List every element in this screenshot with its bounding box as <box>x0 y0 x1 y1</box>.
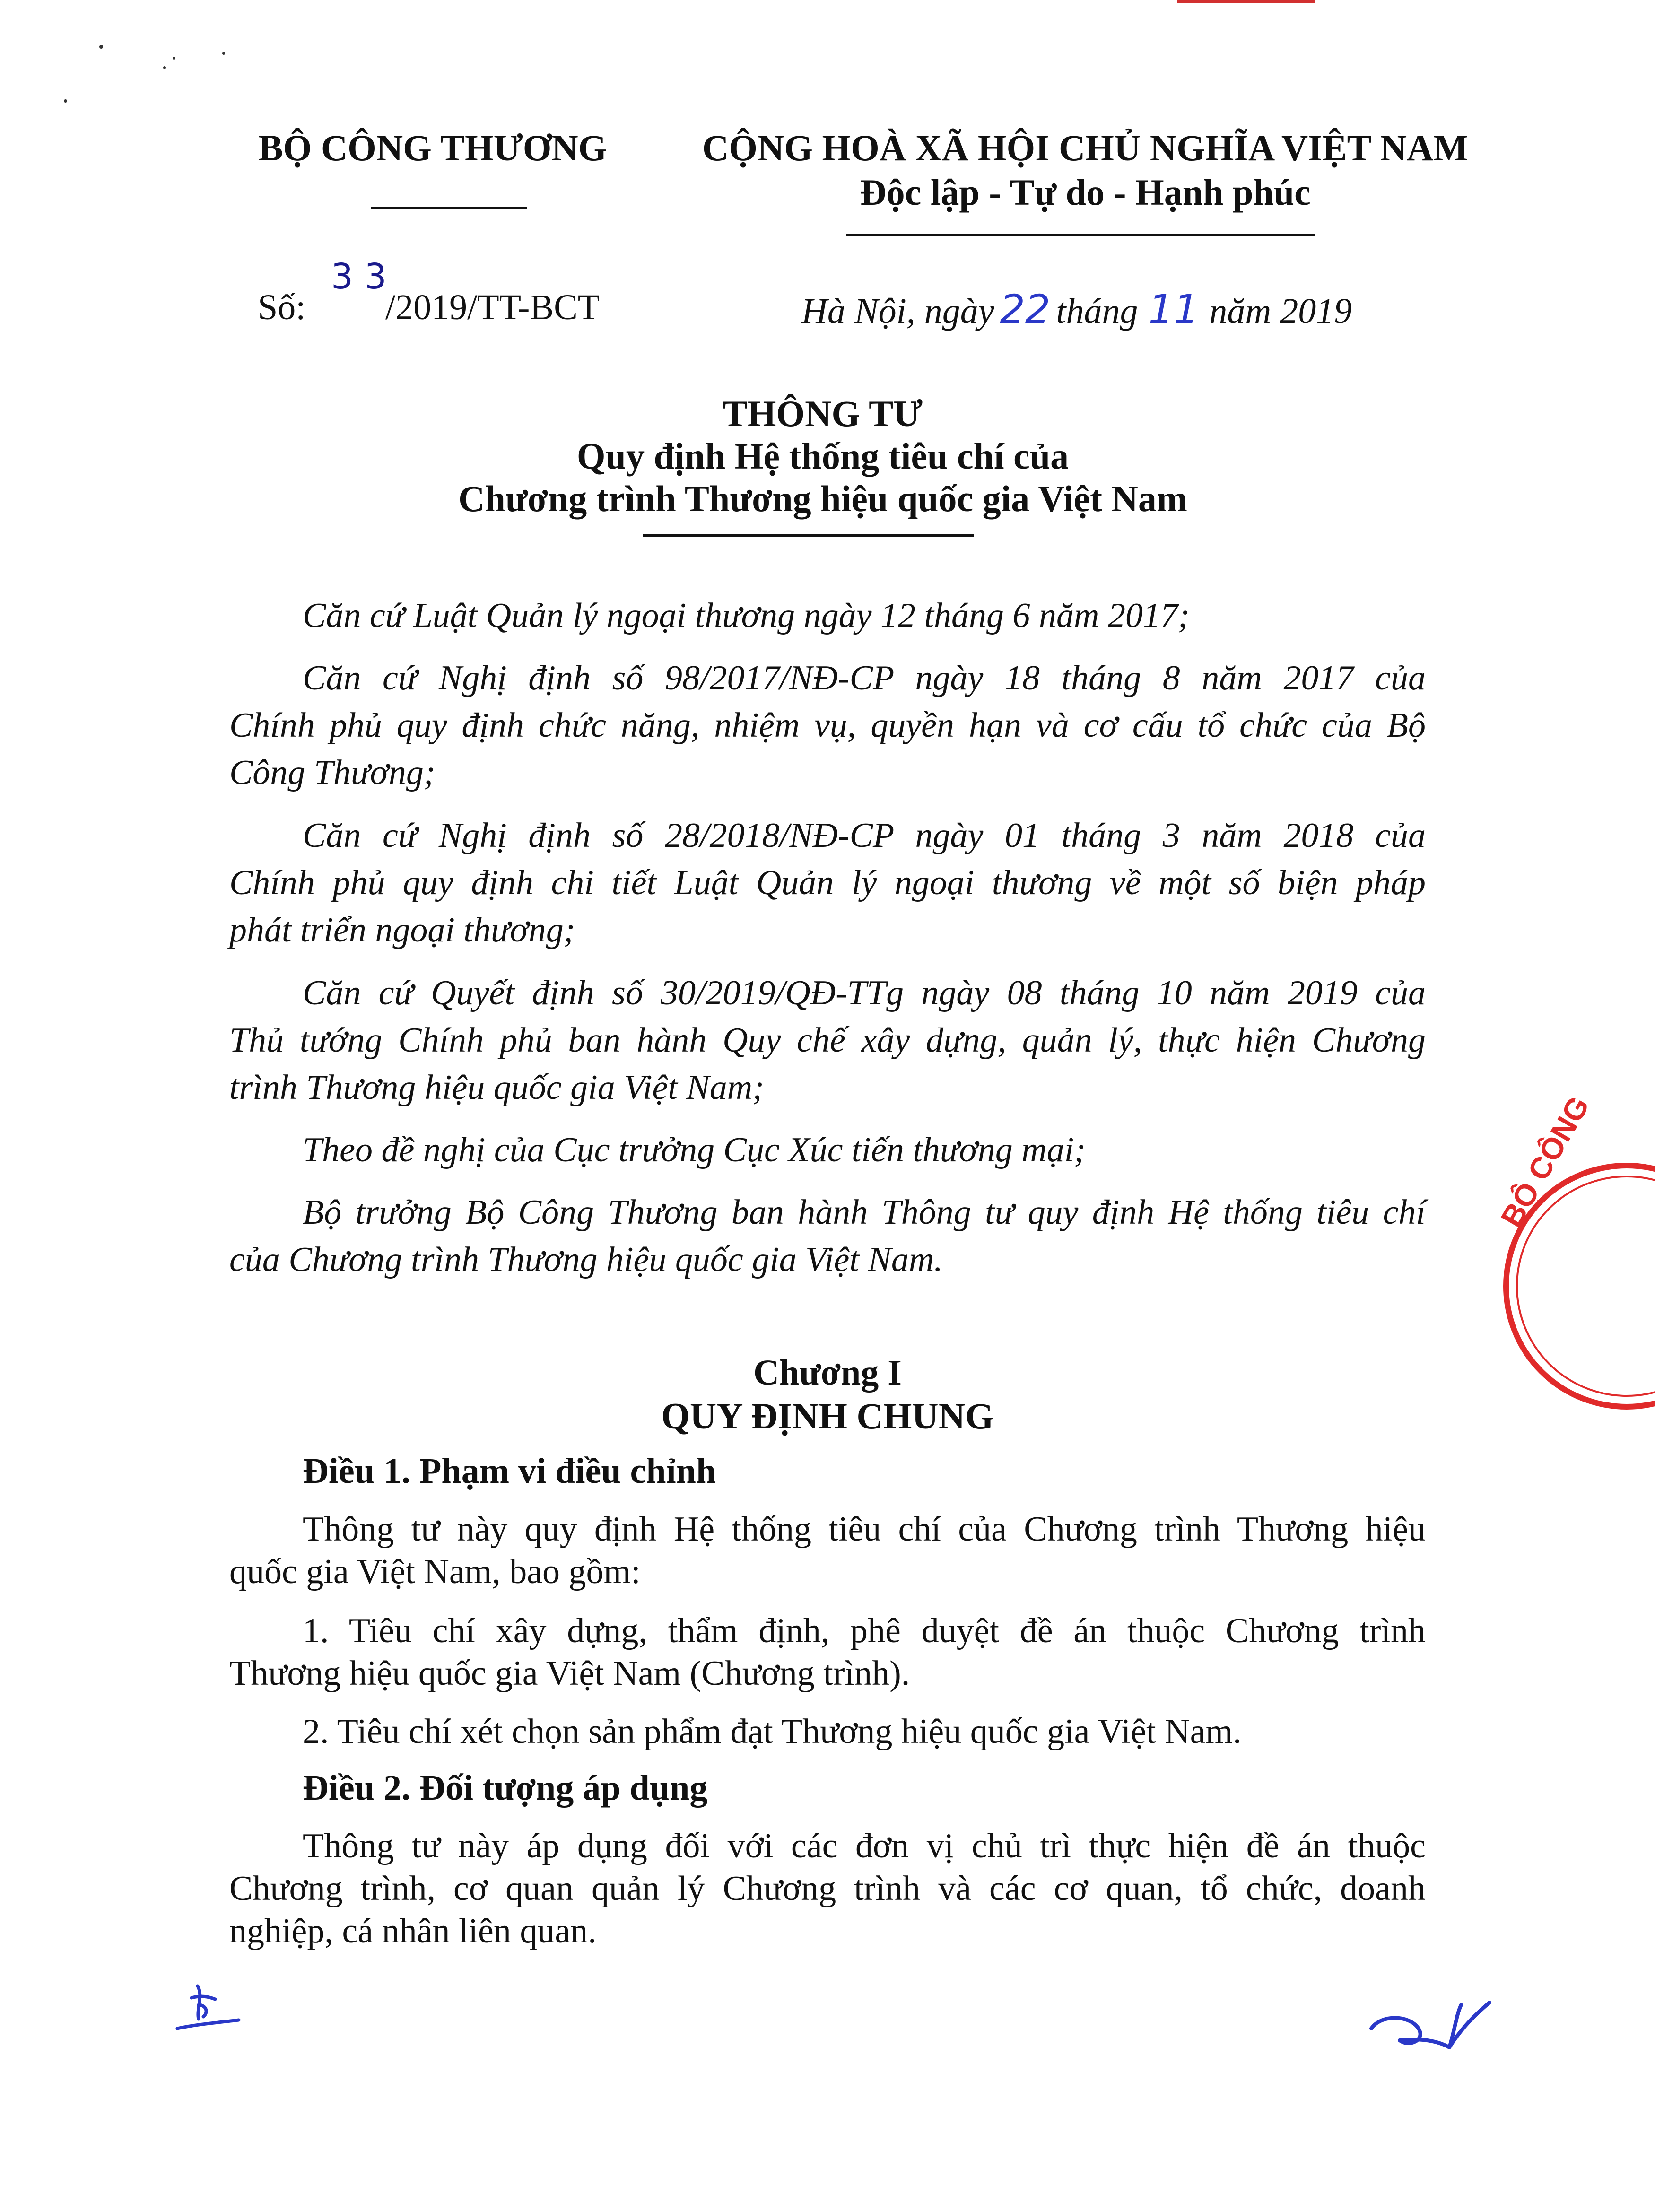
preamble-line: Công Thương; <box>229 753 436 792</box>
scan-speck <box>163 66 166 69</box>
article1-line: 1. Tiêu chí xây dựng, thẩm định, phê duyệt đề án thuộc Chương trình <box>303 1611 1426 1650</box>
preamble-line: Thủ tướng Chính phủ ban hành Quy chế xây dựng, quản lý, thực hiện Chương <box>229 1021 1426 1060</box>
document-type: THÔNG TƯ <box>723 393 923 434</box>
scan-speck <box>64 99 67 103</box>
date-place: Hà Nội, ngày <box>801 291 994 331</box>
article1-line: 2. Tiêu chí xét chọn sản phẩm đạt Thương hiệu quốc gia Việt Nam. <box>303 1712 1242 1751</box>
document-title-line2: Chương trình Thương hiệu quốc gia Việt Nam <box>458 478 1187 519</box>
ref-label: Số: <box>258 287 306 327</box>
date-year: năm 2019 <box>1209 291 1352 331</box>
chapter-name: QUY ĐỊNH CHUNG <box>661 1395 994 1437</box>
preamble-line: Căn cứ Luật Quản lý ngoại thương ngày 12 tháng 6 năm 2017; <box>303 596 1190 635</box>
preamble-line: Theo đề nghị của Cục trưởng Cục Xúc tiến thương mại; <box>303 1131 1086 1169</box>
article2-line: Chương trình, cơ quan quản lý Chương trình và các cơ quan, tổ chức, doanh <box>229 1869 1426 1908</box>
handwritten-signature-right <box>1367 1995 1499 2062</box>
motto-underline <box>846 234 1315 236</box>
preamble-line: Chính phủ quy định chi tiết Luật Quản lý ngoại thương về một số biện pháp <box>229 863 1426 902</box>
red-seal <box>1494 1090 1596 1414</box>
article2-heading: Điều 2. Đối tượng áp dụng <box>303 1768 708 1808</box>
preamble-line: trình Thương hiệu quốc gia Việt Nam; <box>229 1068 764 1107</box>
chapter-number: Chương I <box>753 1353 902 1393</box>
red-scan-mark <box>1177 0 1315 3</box>
article1-heading: Điều 1. Phạm vi điều chỉnh <box>303 1451 716 1491</box>
preamble-line: phát triển ngoại thương; <box>229 911 575 949</box>
date-day-handwritten: 22 <box>1000 286 1051 332</box>
scan-speck <box>222 52 225 55</box>
ministry-underline <box>371 207 527 209</box>
date-line <box>801 286 1352 332</box>
preamble-line: của Chương trình Thương hiệu quốc gia Việt Nam. <box>229 1240 943 1279</box>
preamble-line: Chính phủ quy định chức năng, nhiệm vụ, quyền hạn và cơ cấu tổ chức của Bộ <box>229 706 1426 745</box>
ref-handwritten-number: 3 3 <box>331 256 387 297</box>
title-underline <box>643 534 974 537</box>
scan-speck <box>173 57 175 60</box>
article1-line: Thông tư này quy định Hệ thống tiêu chí của Chương trình Thương hiệu <box>303 1510 1426 1549</box>
ministry-name: BỘ CÔNG THƯƠNG <box>258 127 607 168</box>
scan-speck <box>99 45 103 49</box>
preamble-line: Căn cứ Nghị định số 28/2018/NĐ-CP ngày 01 tháng 3 năm 2018 của <box>303 816 1426 855</box>
date-month-handwritten: 11 <box>1148 286 1199 332</box>
country-name: CỘNG HOÀ XÃ HỘI CHỦ NGHĨA VIỆT NAM <box>702 127 1469 168</box>
article1-line: quốc gia Việt Nam, bao gồm: <box>229 1552 641 1591</box>
article2-line: nghiệp, cá nhân liên quan. <box>229 1912 597 1951</box>
seal-text: BỘ CÔNG <box>1494 1090 1596 1233</box>
handwritten-initial-left <box>170 1977 246 2038</box>
article1-line: Thương hiệu quốc gia Việt Nam (Chương trình). <box>229 1654 910 1693</box>
preamble-line: Căn cứ Quyết định số 30/2019/QĐ-TTg ngày 08 tháng 10 năm 2019 của <box>303 974 1426 1012</box>
article2-line: Thông tư này áp dụng đối với các đơn vị chủ trì thực hiện đề án thuộc <box>303 1827 1426 1865</box>
preamble-line: Căn cứ Nghị định số 98/2017/NĐ-CP ngày 18 tháng 8 năm 2017 của <box>303 659 1426 697</box>
national-motto: Độc lập - Tự do - Hạnh phúc <box>860 172 1311 213</box>
ref-suffix: /2019/TT-BCT <box>385 287 600 327</box>
document-title-line1: Quy định Hệ thống tiêu chí của <box>576 435 1069 477</box>
date-month-word: tháng <box>1056 291 1138 331</box>
preamble-line: Bộ trưởng Bộ Công Thương ban hành Thông tư quy định Hệ thống tiêu chí <box>303 1193 1426 1232</box>
